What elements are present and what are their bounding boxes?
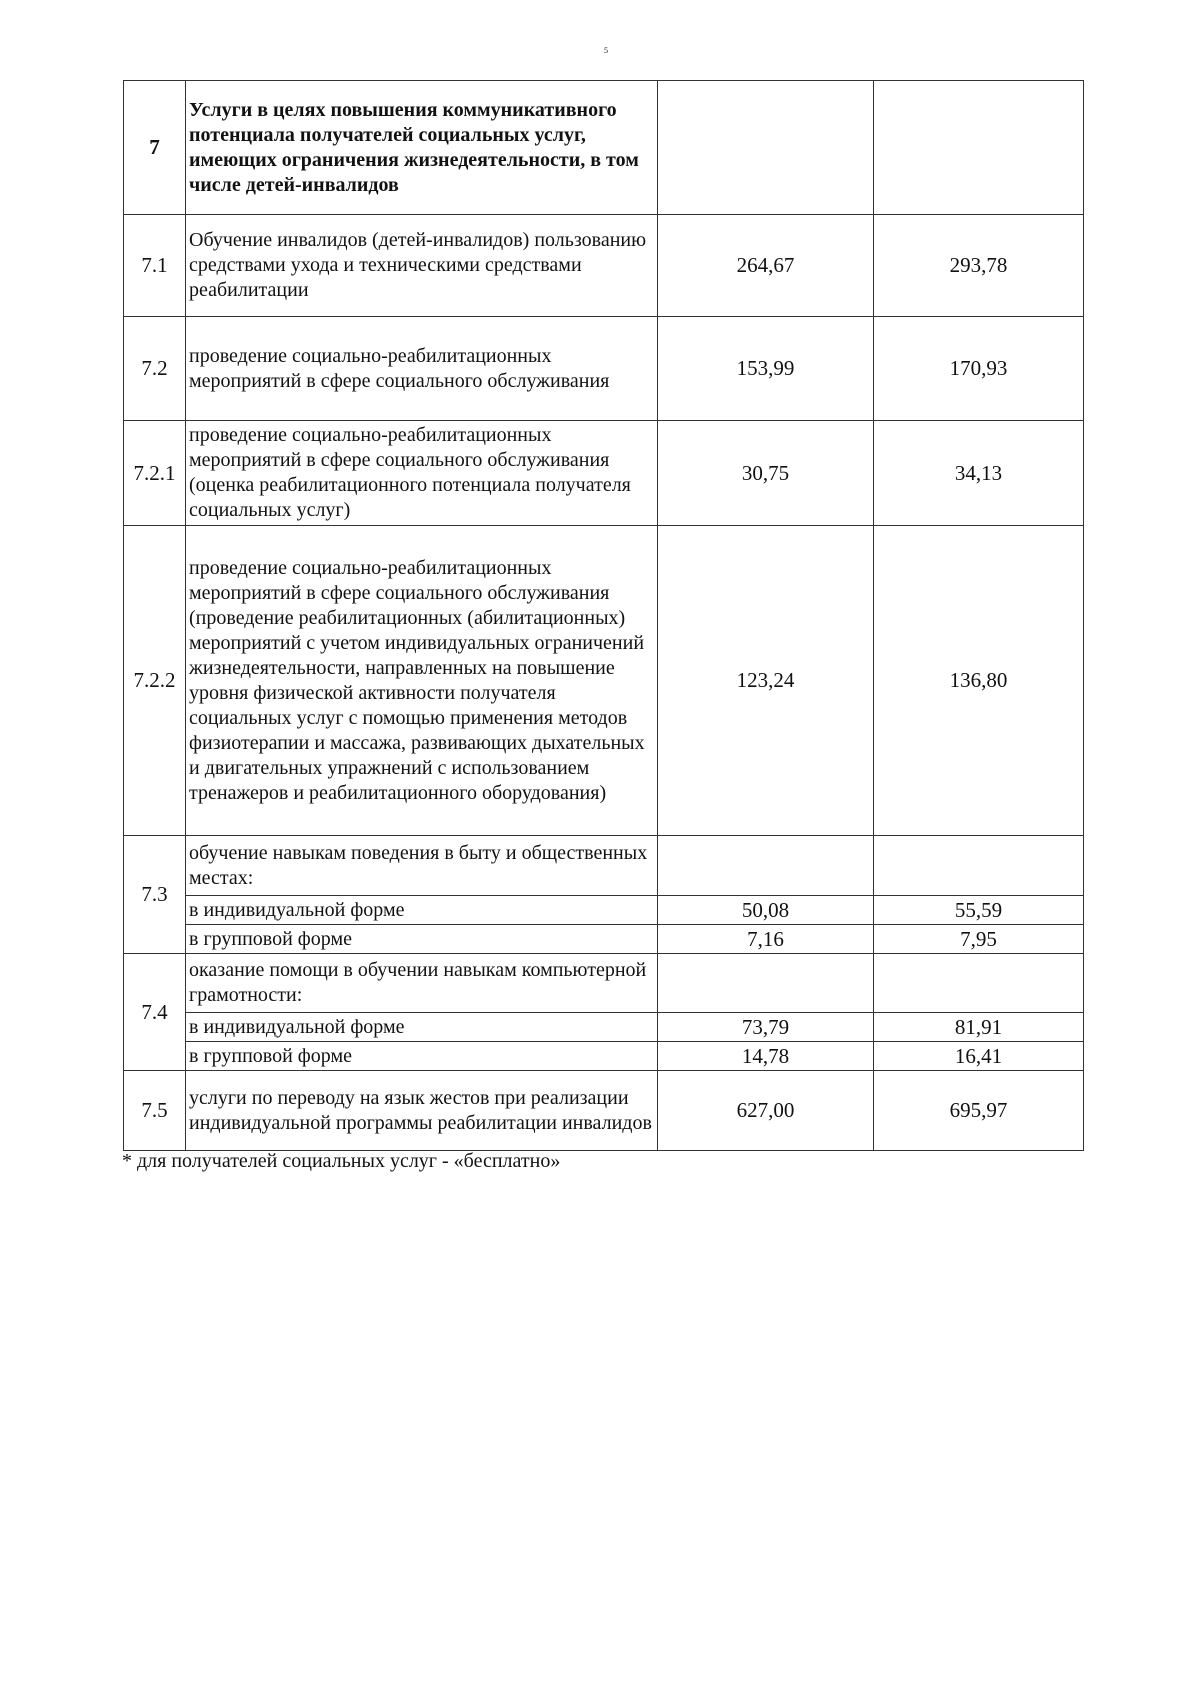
row-number: 7.5 [124,1071,186,1151]
price-value-1: 627,00 [658,1071,874,1151]
row-number: 7.2.2 [124,526,186,836]
table-row-7-2 [124,317,1084,421]
form-label-group: в групповой форме [186,1042,658,1071]
table-row-7-3 [124,836,1084,896]
price-cell-empty [874,836,1084,896]
price-value-1: 73,79 [658,1013,874,1042]
form-label-group: в групповой форме [186,925,658,954]
table-subrow-group [124,1042,1084,1071]
row-number: 7.4 [124,954,186,1071]
table-subrow-individual [124,896,1084,925]
price-cell-empty [874,954,1084,1013]
price-value-1: 14,78 [658,1042,874,1071]
price-value-1: 50,08 [658,896,874,925]
price-cell-empty [658,81,874,215]
price-cell-empty [658,836,874,896]
row-number: 7.2 [124,317,186,421]
form-label-individual: в индивидуальной форме [186,896,658,925]
price-value-2: 695,97 [874,1071,1084,1151]
section-title: Услуги в целях повышения коммуникативного потенциала получателей социальных услуг, имеющих ограничения жизнедеятельности, в том числе детей-инвалидов [186,81,658,215]
price-cell-empty [658,954,874,1013]
form-label-individual: в индивидуальной форме [186,1013,658,1042]
price-value-2: 293,78 [874,215,1084,317]
service-description: Обучение инвалидов (детей-инвалидов) пользованию средствами ухода и техническими средствами реабилитации [186,215,658,317]
tariff-table [123,80,1084,1151]
price-value-2: 34,13 [874,421,1084,526]
price-value-2: 16,41 [874,1042,1084,1071]
price-value-1: 7,16 [658,925,874,954]
table-subrow-individual [124,1013,1084,1042]
price-value-1: 264,67 [658,215,874,317]
table-row-7-2-2 [124,526,1084,836]
service-description: проведение социально-реабилитационных мероприятий в сфере социального обслуживания (проведение реабилитационных (абилитационных) мероприятий с учетом индивидуальных ограничений жизнедеятельности, направленных на повышение уровня физической активности получателя социальных услуг с помощью применения методов физиотерапии и массажа, развивающих дыхательных и двигательных упражнений с использованием тренажеров и реабилитационного оборудования) [186,526,658,836]
price-value-2: 170,93 [874,317,1084,421]
price-value-2: 7,95 [874,925,1084,954]
row-number: 7.1 [124,215,186,317]
service-description: услуги по переводу на язык жестов при реализации индивидуальной программы реабилитации инвалидов [186,1071,658,1151]
row-number: 7 [124,81,186,215]
service-description: оказание помощи в обучении навыкам компьютерной грамотности: [186,954,658,1013]
price-value-1: 153,99 [658,317,874,421]
table-subrow-group [124,925,1084,954]
table-row-7 [124,81,1084,215]
price-value-1: 30,75 [658,421,874,526]
row-number: 7.2.1 [124,421,186,526]
service-description: проведение социально-реабилитационных мероприятий в сфере социального обслуживания [186,317,658,421]
footnote: * для получателей социальных услуг - «бесплатно» [122,1150,561,1172]
row-number: 7.3 [124,836,186,954]
table-row-7-2-1 [124,421,1084,526]
price-value-1: 123,24 [658,526,874,836]
price-value-2: 81,91 [874,1013,1084,1042]
price-value-2: 55,59 [874,896,1084,925]
table-row-7-5 [124,1071,1084,1151]
table-row-7-4 [124,954,1084,1013]
service-description: проведение социально-реабилитационных мероприятий в сфере социального обслуживания (оценка реабилитационного потенциала получателя социальных услуг) [186,421,658,526]
service-description: обучение навыкам поведения в быту и общественных местах: [186,836,658,896]
page-number: 5 [604,46,608,55]
price-value-2: 136,80 [874,526,1084,836]
table-row-7-1 [124,215,1084,317]
price-cell-empty [874,81,1084,215]
